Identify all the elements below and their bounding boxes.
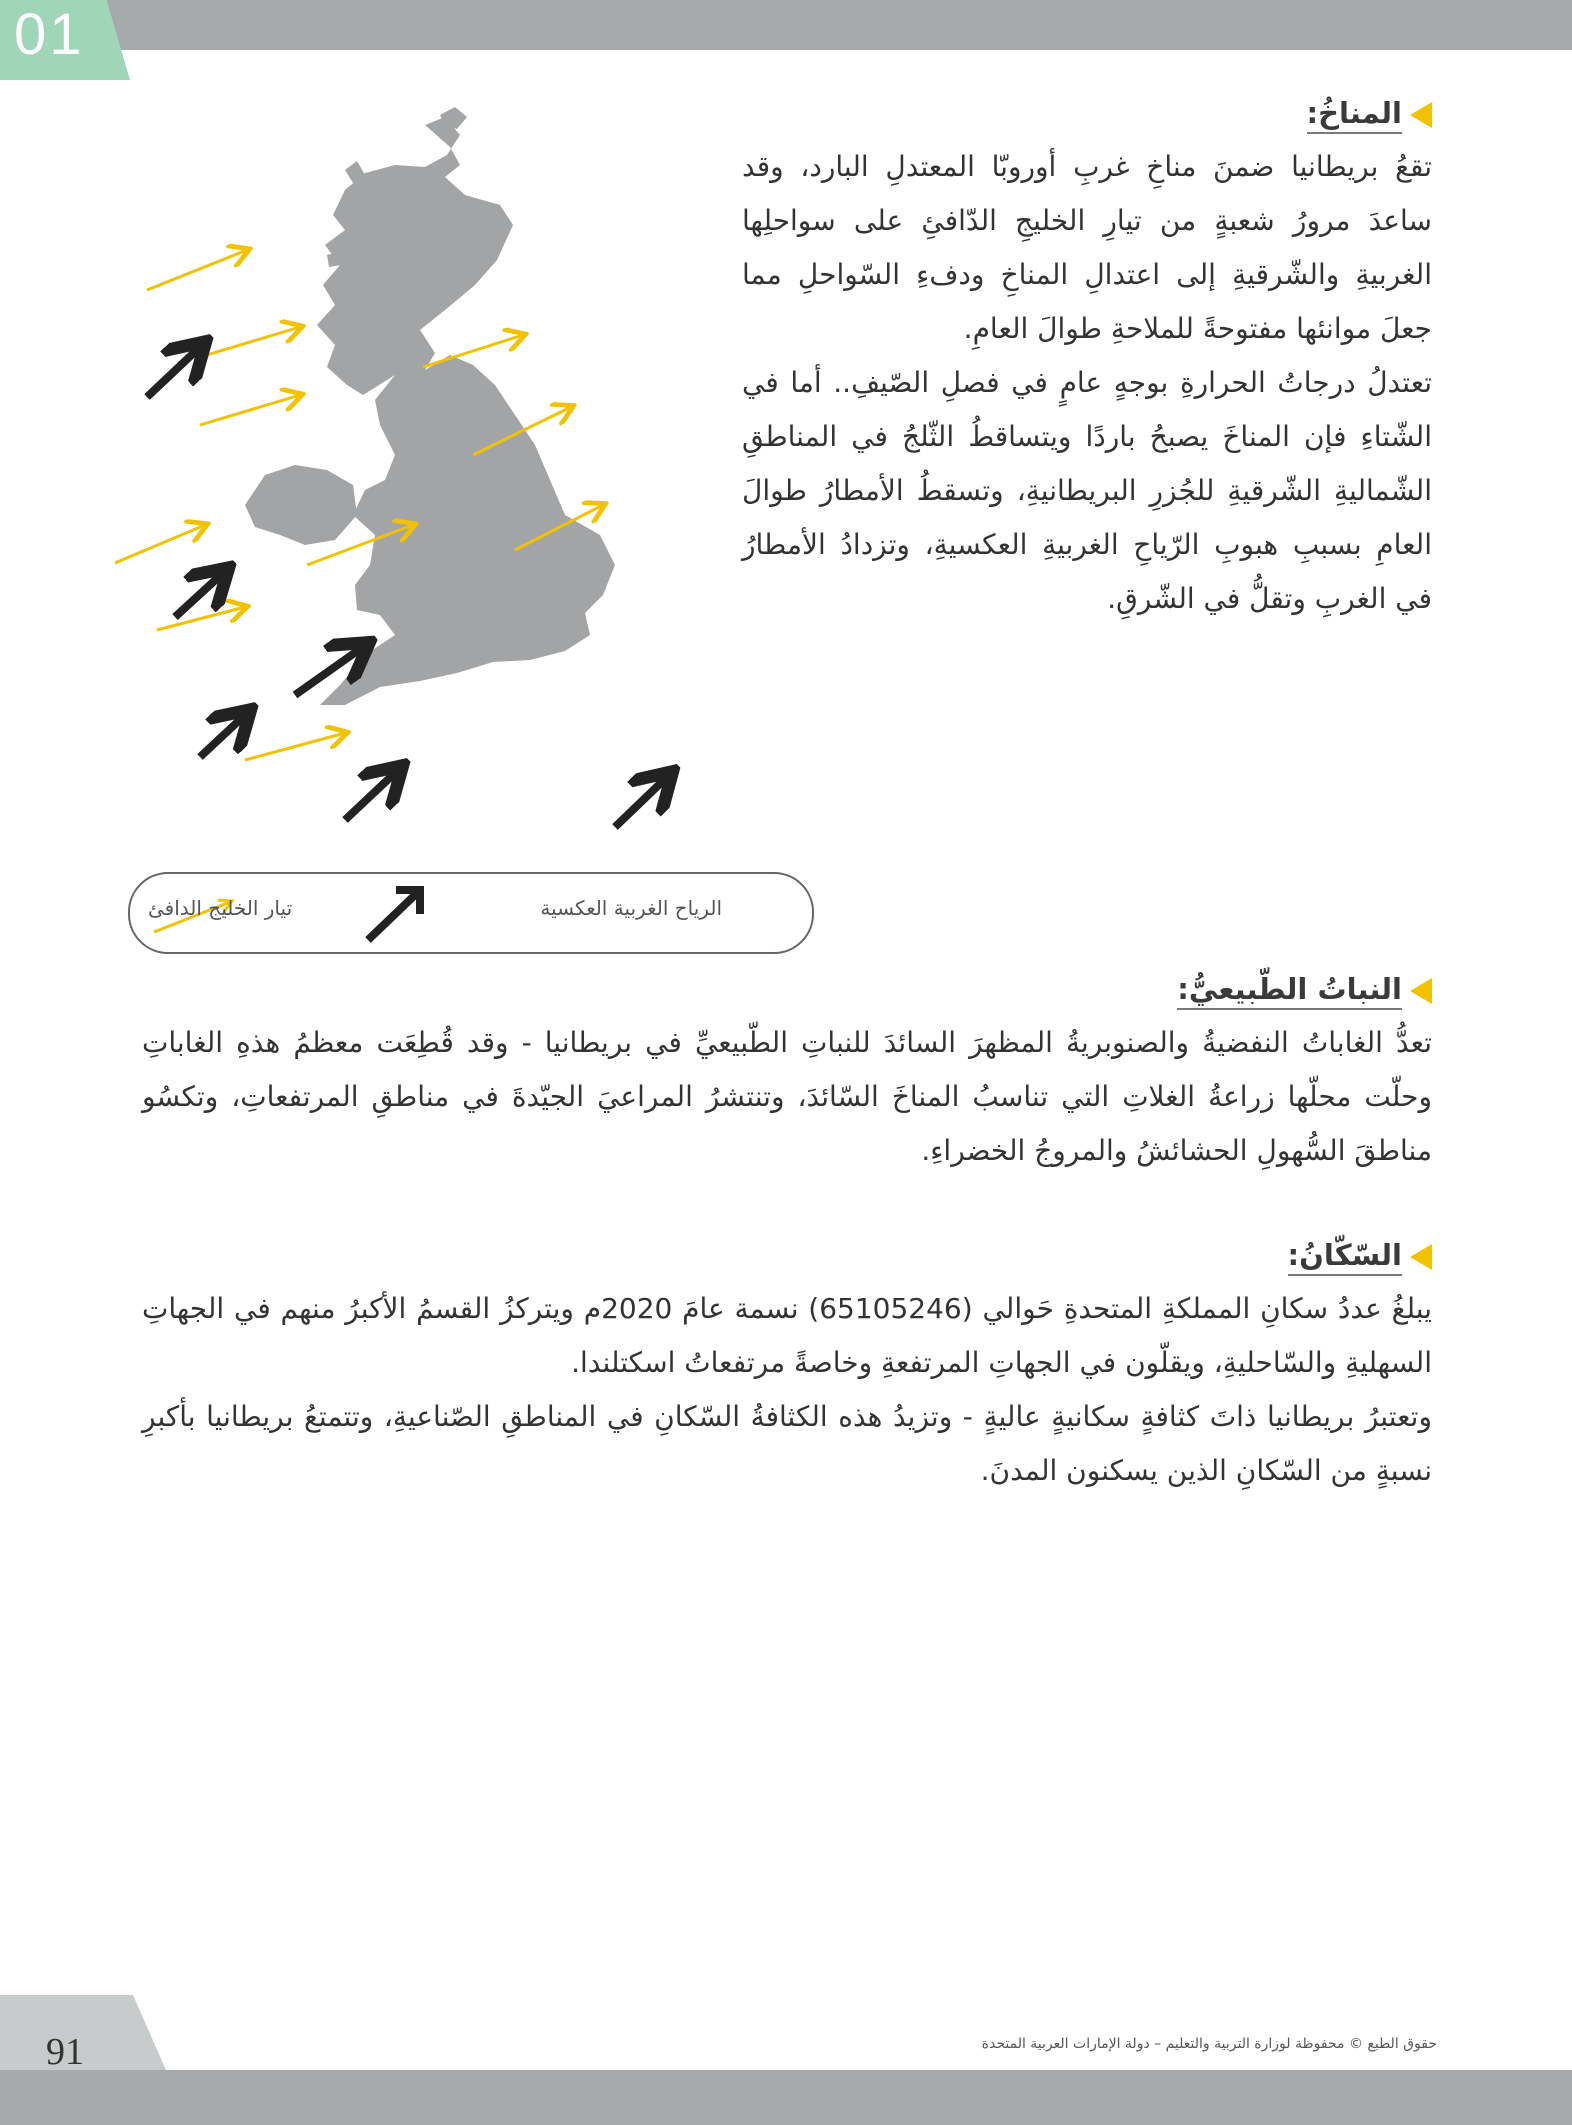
page-number: 91 [46,2031,84,2073]
british-isles-map [95,95,715,855]
vegetation-paragraph: تعدُّ الغاباتُ النفضيةُ والصنوبريةُ المظهرَ السائدَ للنباتِ الطّبيعيِّ في بريطانيا - وقد قُطِعَت معظمُ هذهِ الغاباتِ وحلّت محلّها زراعةُ الغلاتِ التي تناسبُ المناخَ السّائدَ، وتنتشرُ المراعيَ الجيّدةَ في مناطقِ المرتفعاتِ، وتكسُو مناطقَ السُّهولِ الحشائشُ والمروجُ الخضراءِ. [142,1026,1432,1167]
wind-arrow [423,335,523,367]
map-svg [95,95,715,855]
heading-marker-icon [1410,1244,1432,1270]
population-heading [142,1238,1432,1276]
wind-arrow [115,525,205,563]
great-britain-shape [317,117,615,705]
population-heading-text: السّكّانُ: [1288,1238,1402,1276]
legend-gulf-arrow-icon [360,880,430,946]
vegetation-heading-text: النباتُ الطّبيعيُّ: [1177,972,1402,1010]
population-paragraph-1: يبلغُ عددُ سكانِ المملكةِ المتحدةِ حَوالي (65105246) نسمة عامَ 2020م ويتركزُ القسمُ الأكبرُ منهم في الجهاتِ السهليةِ والسّاحليةِ، ويقلّون في الجهاتِ المرتفعةِ وخاصةً مرتفعاتُ اسكتلندا. [142,1292,1433,1379]
wind-arrow [147,250,247,290]
copyright-notice: حقوق الطبع © محفوظة لوزارة التربية والتعليم – دولة الإمارات العربية المتحدة [981,2036,1437,2052]
gulf-arrow [200,715,245,757]
legend-gulf-stream-label: تيار الخليج الدافئ [148,896,293,920]
wind-arrow [200,395,300,425]
wind-arrow [200,327,300,357]
population-paragraph-2: وتعتبرُ بريطانيا ذاتَ كثافةٍ سكانيةٍ عاليةٍ - وتزيدُ هذه الكثافةُ السّكانِ في المناطقِ الصّناعيةِ، وتتمتعُ بريطانيا بأكبرِ نسبةٍ من السّكانِ الذين يسكنون المدنَ. [142,1400,1432,1487]
climate-heading [742,96,1432,134]
gulf-arrow [175,573,223,617]
vegetation-section [142,972,1432,1178]
climate-paragraph-2: تعتدلُ درجاتُ الحرارةِ بوجهٍ عامٍ في فصلِ الصّيفِ.. أما في الشّتاءِ فإن المناخَ يصبحُ باردًا ويتساقطُ الثّلجُ في المناطقِ الشّماليةِ الشّرقيةِ للجُزرِ البريطانيةِ، وتسقطُ الأمطارُ طوالَ العامِ بسببِ هبوبِ الرّياحِ الغربيةِ العكسيةِ، وتزدادُ الأمطارُ في الغربِ وتقلُّ في الشّرقِ. [742,366,1432,615]
wind-arrow [245,733,345,760]
gulf-arrow [147,347,200,397]
legend-westerlies-label: الرياح الغربية العكسية [540,896,722,920]
wind-arrow [157,607,245,630]
climate-heading-text: المناخُ: [1307,96,1403,134]
population-section [142,1238,1432,1498]
gulf-arrow [345,771,397,820]
chapter-number: 01 [14,2,85,67]
footer-band [0,2070,1572,2125]
map-legend [128,872,814,954]
vegetation-heading [142,972,1432,1010]
heading-marker-icon [1410,978,1432,1004]
climate-section [742,96,1432,626]
heading-marker-icon [1410,102,1432,128]
northern-ireland-shape [245,465,357,545]
gulf-arrow [615,777,667,827]
top-band [0,0,1572,50]
climate-paragraph-1: تقعُ بريطانيا ضمنَ مناخِ غربِ أوروبّا المعتدلِ البارد، وقد ساعدَ مرورُ شعبةٍ من تيارِ الخليجِ الدّافئِ على سواحلِها الغربيةِ والشّرقيةِ إلى اعتدالِ المناخِ ودفءِ السّواحلِ مما جعلَ موانئها مفتوحةً للملاحةِ طوالَ العامِ. [742,150,1432,345]
